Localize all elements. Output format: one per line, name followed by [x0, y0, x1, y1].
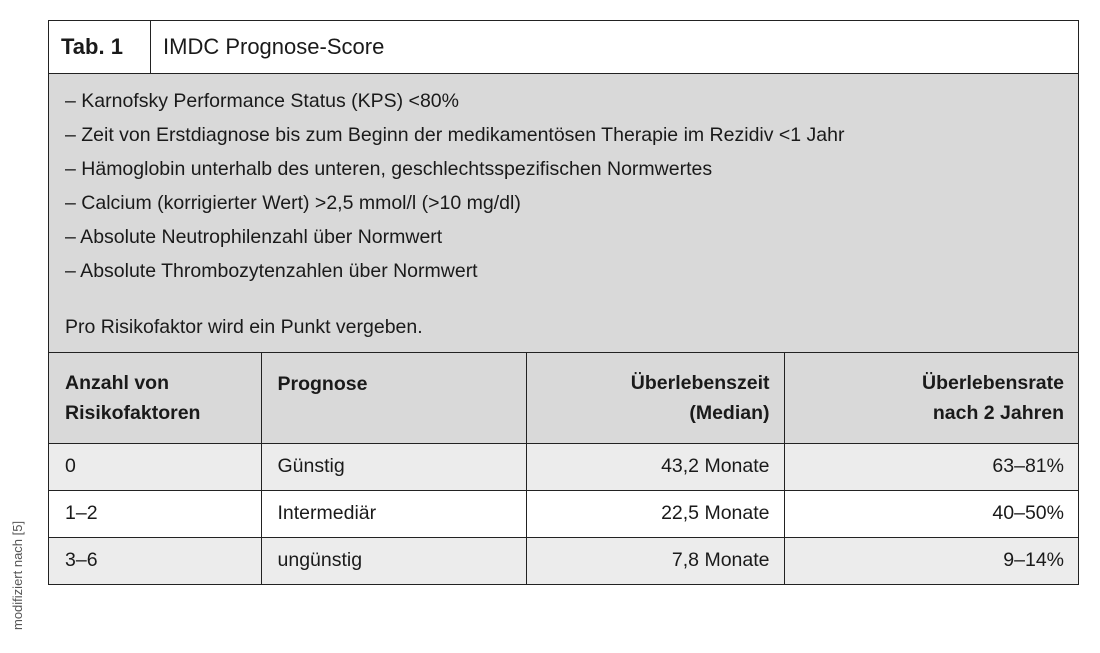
- header-survival-rate: [784, 353, 1078, 443]
- header-risk-count-line1: Anzahl von: [65, 371, 170, 394]
- criterion-item: – Karnofsky Performance Status (KPS) <80%: [65, 90, 459, 112]
- cell-prognosis: Günstig: [261, 443, 526, 490]
- criterion-item: – Calcium (korrigierter Wert) >2,5 mmol/l (>10 mg/dl): [65, 192, 521, 214]
- header-risk-count: [49, 353, 261, 443]
- table-title-row: [49, 21, 1078, 74]
- table-title: IMDC Prognose-Score: [163, 34, 385, 59]
- header-prognosis: [261, 353, 526, 443]
- prognosis-table: [48, 20, 1079, 585]
- criterion-item: – Hämoglobin unterhalb des unteren, geschlechtsspezifischen Normwertes: [65, 158, 713, 180]
- header-survival-rate-line2: nach 2 Jahren: [932, 401, 1064, 424]
- cell-prognosis: ungünstig: [261, 537, 526, 584]
- header-survival-time-line1: Überlebenszeit: [630, 371, 770, 394]
- cell-risk-count: 1–2: [49, 490, 261, 537]
- outcome-table: [49, 353, 1078, 584]
- cell-risk-count: 0: [49, 443, 261, 490]
- criterion-item: – Absolute Neutrophilenzahl über Normwert: [65, 226, 443, 248]
- criterion-item: – Absolute Thrombozytenzahlen über Normwert: [65, 260, 478, 282]
- header-risk-count-line2: Risikofaktoren: [65, 401, 201, 424]
- cell-survival-time: 22,5 Monate: [526, 490, 784, 537]
- cell-survival-rate: 9–14%: [784, 537, 1078, 584]
- table-row: [49, 443, 1078, 490]
- scoring-note: Pro Risikofaktor wird ein Punkt vergeben.: [65, 316, 423, 338]
- header-row: [49, 353, 1078, 443]
- header-survival-rate-line1: Überlebensrate: [922, 371, 1064, 394]
- header-survival-time-line2: (Median): [689, 401, 770, 424]
- cell-survival-time: 7,8 Monate: [526, 537, 784, 584]
- header-prognosis-label: Prognose: [277, 373, 368, 395]
- table-row: [49, 537, 1078, 584]
- table-row: [49, 490, 1078, 537]
- cell-survival-rate: 63–81%: [784, 443, 1078, 490]
- cell-survival-time: 43,2 Monate: [526, 443, 784, 490]
- source-note: modifiziert nach [5]: [10, 520, 25, 630]
- cell-survival-rate: 40–50%: [784, 490, 1078, 537]
- criterion-item: – Zeit von Erstdiagnose bis zum Beginn der medikamentösen Therapie im Rezidiv <1 Jahr: [65, 124, 845, 146]
- cell-prognosis: Intermediär: [261, 490, 526, 537]
- header-survival-time: [526, 353, 784, 443]
- risk-criteria-panel: [49, 74, 1078, 353]
- cell-risk-count: 3–6: [49, 537, 261, 584]
- table-label: Tab. 1: [49, 21, 151, 73]
